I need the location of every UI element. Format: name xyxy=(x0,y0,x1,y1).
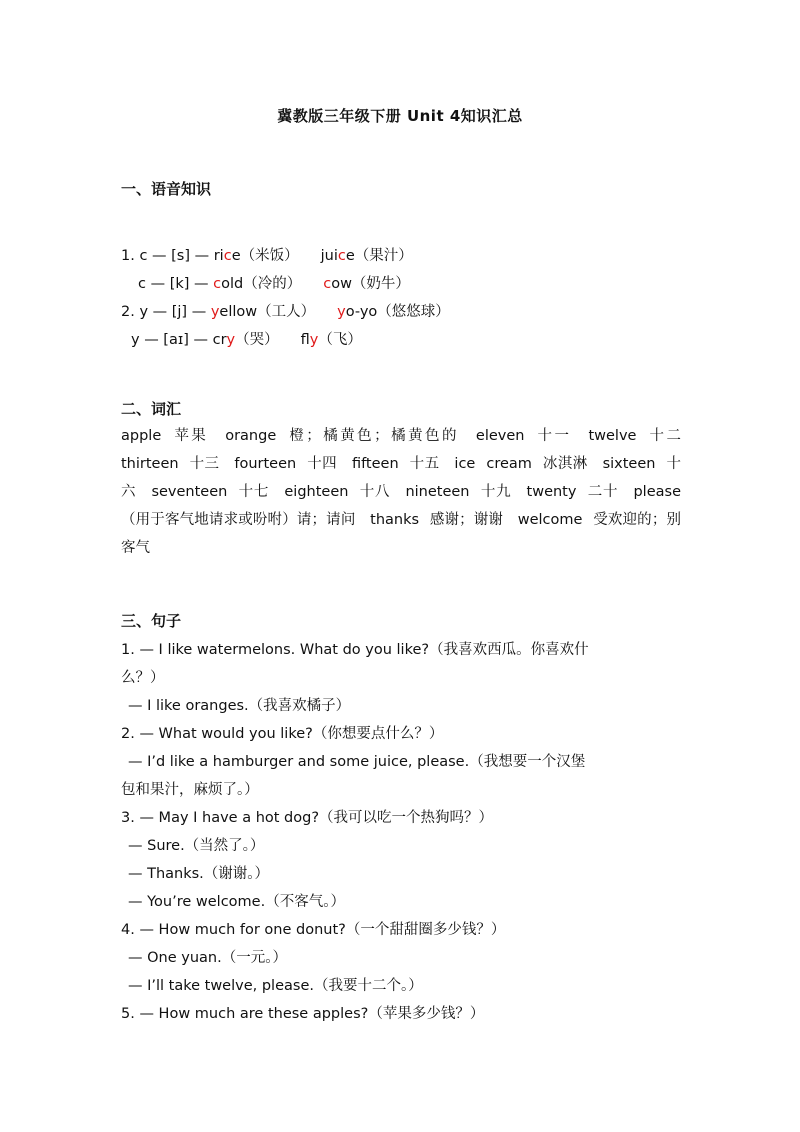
section-heading-sentences: 三、句子 xyxy=(121,612,182,630)
sentence-line: 3. — May I have a hot dog?（我可以吃一个热狗吗？） xyxy=(121,810,494,826)
sentence-line: — Sure.（当然了。） xyxy=(128,838,265,854)
phonics-line-3: 2. y — [j] — yellow（工人） yo-yo（悠悠球） xyxy=(121,304,450,320)
section-heading-phonics: 一、语音知识 xyxy=(121,180,212,198)
page-title: 冀教版三年级下册 Unit 4知识汇总 xyxy=(277,107,523,125)
sentence-line: 么？） xyxy=(121,670,165,686)
sentence-line: 2. — What would you like?（你想要点什么？） xyxy=(121,726,444,742)
phonics-line-1: 1. c — [s] — rice（米饭） juice（果汁） xyxy=(121,248,413,264)
sentence-line: — I’ll take twelve, please.（我要十二个。） xyxy=(128,978,423,994)
vocabulary-text: apple 苹果 orange 橙；橘黄色；橘黄色的 eleven 十一 twelve 十二 thirteen 十三 fourteen 十四 fifteen 十五 ice cream 冰淇淋 sixteen 十六 seventeen 十七 eighteen 十八 nineteen 十九 twenty 二十 please（用于客气地请求或吩咐）请；请问 thanks 感谢；谢谢 welcome 受欢迎的；别客气 xyxy=(121,428,696,556)
sentence-line: 包和果汁，麻烦了。） xyxy=(121,782,259,798)
sentence-line: — I like oranges.（我喜欢橘子） xyxy=(128,698,351,714)
phonics-line-2: c — [k] — cold（冷的） cow（奶牛） xyxy=(138,276,410,292)
sentence-line: 1. — I like watermelons. What do you like?（我喜欢西瓜。你喜欢什 xyxy=(121,642,589,658)
phonics-line-4: y — [aɪ] — cry（哭） fly（飞） xyxy=(131,332,362,348)
sentence-line: 5. — How much are these apples?（苹果多少钱？） xyxy=(121,1006,485,1022)
section-heading-vocabulary: 二、词汇 xyxy=(121,400,182,418)
sentence-line: — You’re welcome.（不客气。） xyxy=(128,894,345,910)
sentence-line: — One yuan.（一元。） xyxy=(128,950,287,966)
sentence-line: — Thanks.（谢谢。） xyxy=(128,866,270,882)
sentence-line: — I’d like a hamburger and some juice, please.（我想要一个汉堡 xyxy=(128,754,586,770)
sentence-line: 4. — How much for one donut?（一个甜甜圈多少钱？） xyxy=(121,922,506,938)
